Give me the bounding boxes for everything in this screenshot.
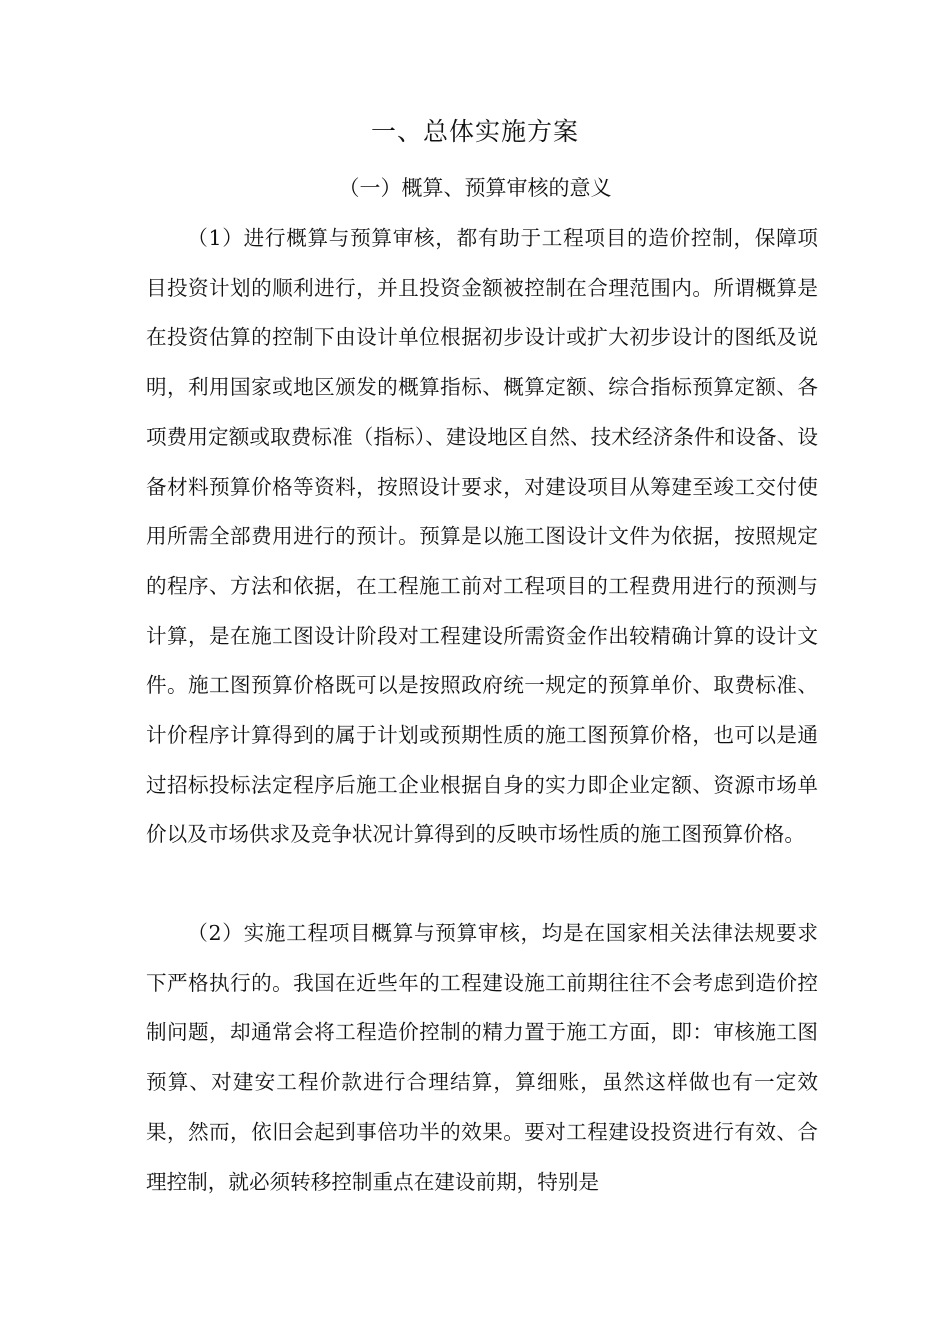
paragraph-1: （1）进行概算与预算审核，都有助于工程项目的造价控制，保障项目投资计划的顺利进行，并且投资金额被控制在合理范围内。所谓概算是在投资估算的控制下由设计单位根据初步设计或扩大初步设计的图纸及说明，利用国家或地区颁发的概算指标、概算定额、综合指标预算定额、各项费用定额或取费标准（指标）、建设地区自然、技术经济条件和设备、设备材料预算价格等资料，按照设计要求，对建设项目从筹建至竣工交付使用所需全部费用进行的预计。预算是以施工图设计文件为依据，按照规定的程序、方法和依据，在工程施工前对工程项目的工程费用进行的预测与计算，是在施工图设计阶段对工程建设所需资金作出较精确计算的设计文件。施工图预算价格既可以是按照政府统一规定的预算单价、取费标准、计价程序计算得到的属于计划或预期性质的施工图预算价格，也可以是通过招标投标法定程序后施工企业根据自身的实力即企业定额、资源市场单价以及市场供求及竞争状况计算得到的反映市场性质的施工图预算价格。 [146,226,818,847]
paragraph-2: （2）实施工程项目概算与预算审核，均是在国家相关法律法规要求下严格执行的。我国在近些年的工程建设施工前期往往不会考虑到造价控制问题，却通常会将工程造价控制的精力置于施工方面，即：审核施工图预算、对建安工程价款进行合理结算，算细账，虽然这样做也有一定效果，然而，依旧会起到事倍功半的效果。要对工程建设投资进行有效、合理控制，就必须转移控制重点在建设前期，特别是 [146,921,818,1194]
section-title: 一、总体实施方案 [370,117,579,146]
subsection-title: （一）概算、预算审核的意义 [338,176,612,200]
